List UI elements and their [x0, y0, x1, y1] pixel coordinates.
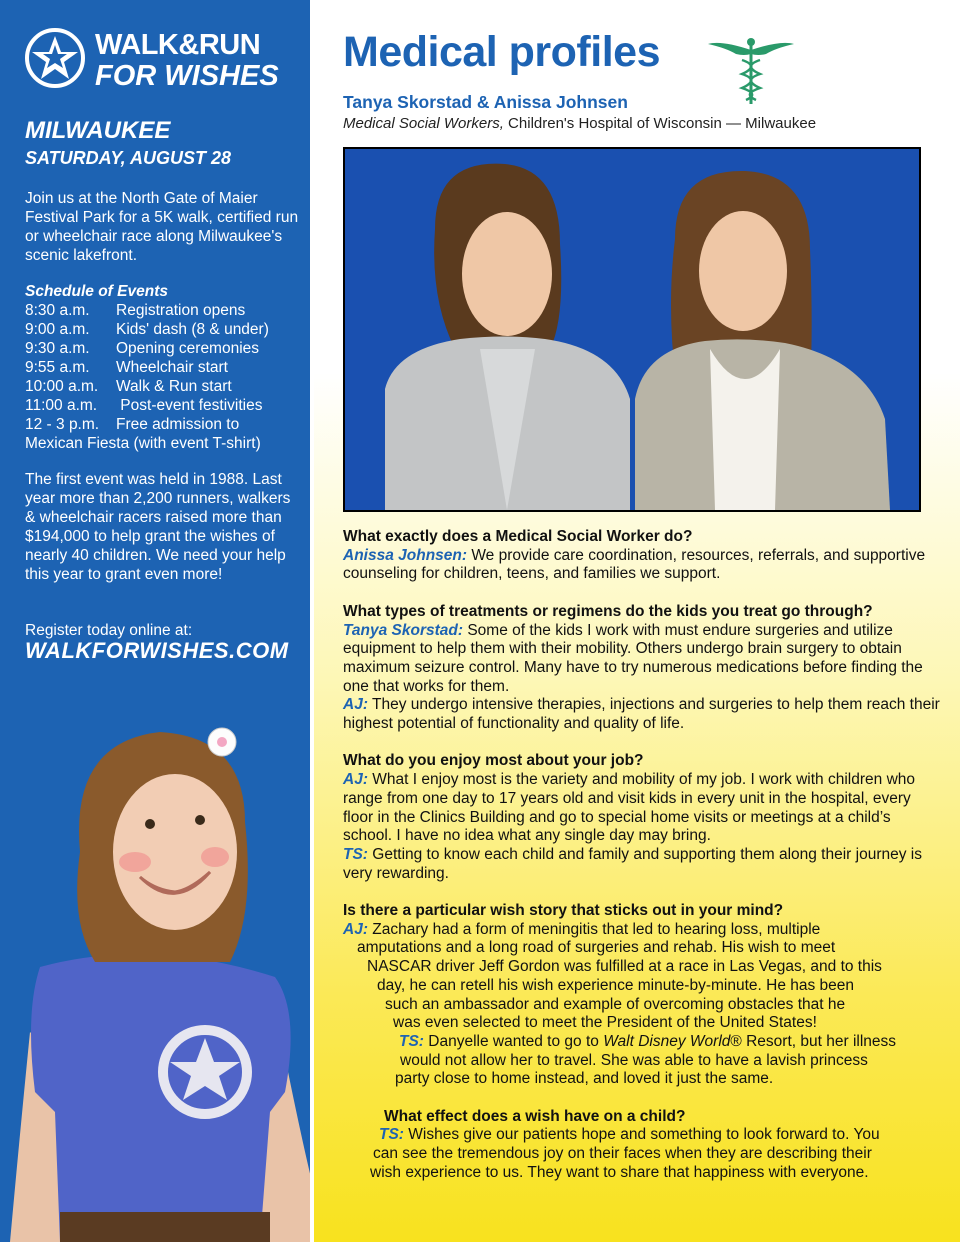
answer-line: party close to home instead, and loved it just the same. — [395, 1070, 774, 1088]
question-5: What effect does a wish have on a child? — [384, 1107, 686, 1125]
event-intro: Join us at the North Gate of Maier Festival Park for a 5K walk, certified run or wheelchair race along Milwaukee's scenic lakefront. — [25, 190, 299, 264]
schedule-row — [25, 339, 305, 358]
answer-text: They undergo intensive therapies, injections and surgeries to help them reach their highest potential of functionality and quality of life. — [343, 696, 940, 733]
page-title: Medical profiles — [343, 28, 660, 76]
question-2: What types of treatments or regimens do the kids you treat go through? — [343, 602, 873, 620]
answer-line: would not allow her to travel. She was able to have a lavish princess — [400, 1051, 868, 1069]
logo-line-1: WALK&RUN — [95, 29, 261, 61]
answer-line — [343, 1033, 943, 1052]
event-history: The first event was held in 1988. Last year more than 2,200 runners, walkers & wheelchair racers raised more than $194,000 to help grant the wishes of nearly 40 children. We need your help this year to grant even more! — [25, 471, 291, 583]
answer-speaker: AJ: — [343, 920, 368, 938]
answer-line: amputations and a long road of surgeries and rehab. His wish to meet — [357, 939, 836, 957]
answer-3b — [343, 846, 943, 883]
question-3: What do you enjoy most about your job? — [343, 752, 644, 770]
schedule-event: Free admission to — [116, 416, 240, 433]
answer-1 — [343, 547, 943, 584]
answer-line — [343, 1126, 943, 1145]
answer-2b — [343, 696, 943, 733]
schedule-time: 10:00 a.m. — [25, 378, 99, 395]
schedule-event: Wheelchair start — [116, 359, 228, 376]
caduceus-icon — [706, 36, 796, 106]
walk-and-run-logo — [24, 27, 294, 95]
schedule-row — [25, 301, 305, 320]
star-logo-icon — [24, 27, 86, 89]
schedule-row — [25, 320, 305, 339]
profile-names: Tanya Skorstad & Anissa Johnsen — [343, 92, 628, 112]
logo-line-2: FOR WISHES — [95, 60, 279, 92]
schedule-time: 11:00 a.m. — [25, 397, 98, 414]
answer-text: Getting to know each child and family and supporting them along their journey is very rewarding. — [343, 845, 922, 882]
schedule-event: Registration opens — [116, 302, 246, 319]
answer-line: wish experience to us. They want to share that happiness with everyone. — [370, 1163, 869, 1181]
schedule-event: Opening ceremonies — [116, 340, 260, 357]
event-sidebar — [0, 0, 310, 1242]
answer-text: Danyelle wanted to go to — [423, 1032, 604, 1050]
answer-speaker: TS: — [343, 845, 368, 863]
schedule-time: 8:30 a.m. — [25, 302, 90, 319]
schedule-event: Post-event festivities — [116, 397, 263, 414]
schedule-row — [25, 377, 305, 396]
answer-speaker: TS: — [399, 1032, 424, 1050]
answer-text: Zachary had a form of meningitis that led to hearing loss, multiple — [367, 920, 821, 938]
schedule-tail: Mexican Fiesta (with event T-shirt) — [25, 435, 261, 452]
schedule-time: 9:30 a.m. — [25, 340, 90, 357]
answer-speaker: TS: — [379, 1126, 404, 1144]
schedule-event: Kids' dash (8 & under) — [116, 321, 269, 338]
schedule-time: 9:00 a.m. — [25, 321, 90, 338]
role-employer: Children's Hospital of Wisconsin — Milwaukee — [503, 115, 817, 132]
answer-line: was even selected to meet the President of the United States! — [393, 1014, 817, 1032]
schedule-row — [25, 396, 305, 415]
schedule-time: 9:55 a.m. — [25, 359, 90, 376]
answer-line: such an ambassador and example of overcoming obstacles that he — [385, 995, 846, 1013]
two-women-photo — [345, 149, 919, 510]
answer-text: We provide care coordination, resources, referrals, and supportive counseling for children, teens, and families we support. — [343, 546, 926, 583]
answer-3a — [343, 771, 943, 846]
answer-text: ® Resort, but her illness — [730, 1032, 897, 1050]
answer-line: day, he can retell his wish experience minute-by-minute. He has been — [377, 976, 855, 994]
answer-speaker: Anissa Johnsen: — [343, 546, 468, 564]
schedule-list — [25, 301, 305, 453]
register-prompt: Register today online at: — [25, 622, 193, 639]
answer-speaker: AJ: — [343, 771, 368, 789]
interview-text — [343, 528, 943, 1183]
answer-line — [343, 921, 943, 940]
question-4: Is there a particular wish story that sticks out in your mind? — [343, 902, 784, 920]
schedule-time: 12 - 3 p.m. — [25, 416, 100, 433]
schedule-row — [25, 415, 305, 434]
role-title: Medical Social Workers, — [343, 115, 504, 132]
answer-line: NASCAR driver Jeff Gordon was fulfilled at a race in Las Vegas, and to this — [367, 958, 882, 976]
question-1: What exactly does a Medical Social Worker do? — [343, 528, 693, 545]
profile-role — [343, 115, 816, 132]
answer-text-italic: Walt Disney World — [603, 1032, 731, 1050]
answer-2a — [343, 622, 943, 697]
schedule-heading: Schedule of Events — [25, 283, 168, 300]
smiling-child-photo — [0, 712, 312, 1242]
answer-text: Some of the kids I work with must endure surgeries and utilize equipment to help them with their mobility. Others undergo brain surgery to obtain maximum seizure control. Many have to try numerous medications before finding the one that works for them. — [343, 621, 923, 695]
schedule-row — [25, 358, 305, 377]
schedule-event: Walk & Run start — [116, 378, 232, 395]
event-city: MILWAUKEE — [25, 117, 171, 144]
answer-text: What I enjoy most is the variety and mobility of my job. I work with children who range from one day to 17 years old and visit kids in every unit in the hospital, every floor in the Clinics Building and go to special home visits or meetings at a child’s school. I have no idea what any single day may bring. — [343, 771, 916, 845]
answer-text: Wishes give our patients hope and something to look forward to. You — [403, 1126, 880, 1144]
answer-line: can see the tremendous joy on their faces when they are describing their — [373, 1145, 872, 1163]
register-link[interactable]: WALKFORWISHES.COM — [25, 638, 289, 663]
profile-photo — [343, 147, 921, 512]
answer-speaker: Tanya Skorstad: — [343, 621, 464, 639]
answer-speaker: AJ: — [343, 696, 368, 714]
event-date: SATURDAY, AUGUST 28 — [25, 148, 232, 168]
